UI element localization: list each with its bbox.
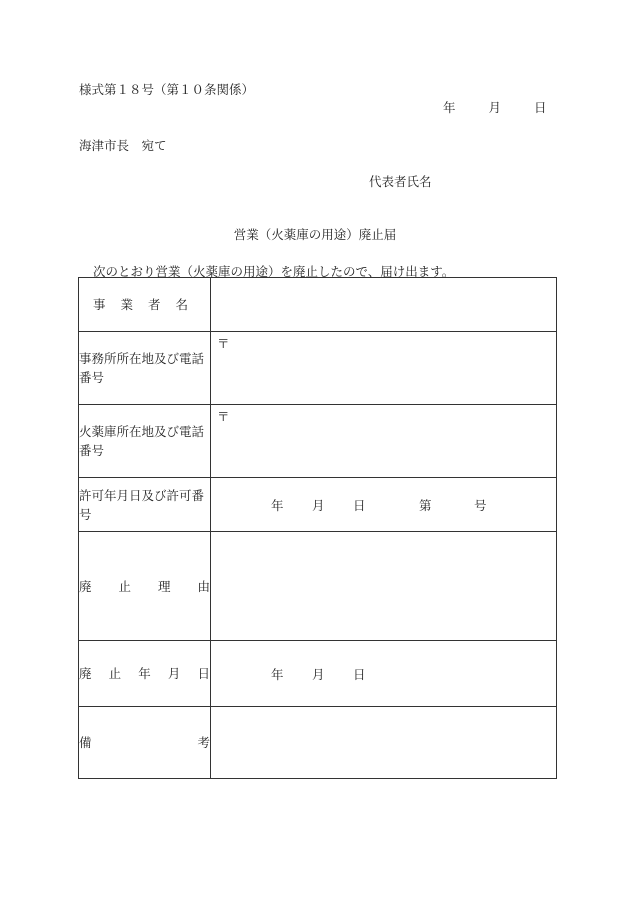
permit-field[interactable]: [211, 478, 557, 532]
addressee: 海津市長 宛て: [79, 138, 167, 153]
permit-number-prefix: 第: [419, 497, 432, 513]
reason-label: 廃 止 理 由: [79, 532, 211, 641]
notification-form-table: [78, 277, 557, 779]
form-number: 様式第１８号（第１０条関係）: [79, 82, 255, 97]
row-magazine-address: [79, 405, 557, 478]
magazine-postal-mark: 〒: [217, 409, 230, 424]
document-title: 営業（火薬庫の用途）廃止届: [233, 227, 397, 242]
remarks-field[interactable]: [211, 707, 557, 779]
row-permit: [79, 478, 557, 532]
permit-year-label: 年: [271, 497, 284, 513]
magazine-address-field[interactable]: [211, 405, 557, 478]
magazine-address-label: 火薬庫所在地及び電話番号: [79, 405, 211, 478]
permit-month-label: 月: [312, 497, 325, 513]
date-year-label: 年: [443, 100, 456, 115]
row-remarks: [79, 707, 557, 779]
office-postal-mark: 〒: [217, 336, 230, 351]
date-month-label: 月: [488, 100, 502, 115]
reason-field[interactable]: [211, 532, 557, 641]
row-abolition-date: [79, 641, 557, 707]
abolition-date-label: 廃 止 年 月 日: [79, 641, 211, 707]
remarks-label: 備 考: [79, 707, 211, 779]
permit-number-suffix: 号: [474, 497, 487, 513]
row-office-address: [79, 332, 557, 405]
date-day-label: 日: [534, 100, 547, 115]
abolition-year-label: 年: [271, 666, 284, 682]
office-address-label: 事務所所在地及び電話番号: [79, 332, 211, 405]
submission-date: [443, 98, 547, 116]
business-name-field[interactable]: [211, 278, 557, 332]
row-reason: [79, 532, 557, 641]
permit-day-label: 日: [353, 497, 366, 513]
row-business-name: [79, 278, 557, 332]
abolition-day-label: 日: [353, 666, 366, 682]
abolition-month-label: 月: [312, 666, 325, 682]
office-address-field[interactable]: [211, 332, 557, 405]
business-name-label: 事 業 者 名: [79, 278, 211, 332]
abolition-date-field[interactable]: [211, 641, 557, 707]
permit-label: 許可年月日及び許可番号: [79, 478, 211, 532]
representative-name-label: 代表者氏名: [369, 174, 432, 189]
intro-text: 次のとおり営業（火薬庫の用途）を廃止したので、届け出ます。: [93, 264, 455, 279]
